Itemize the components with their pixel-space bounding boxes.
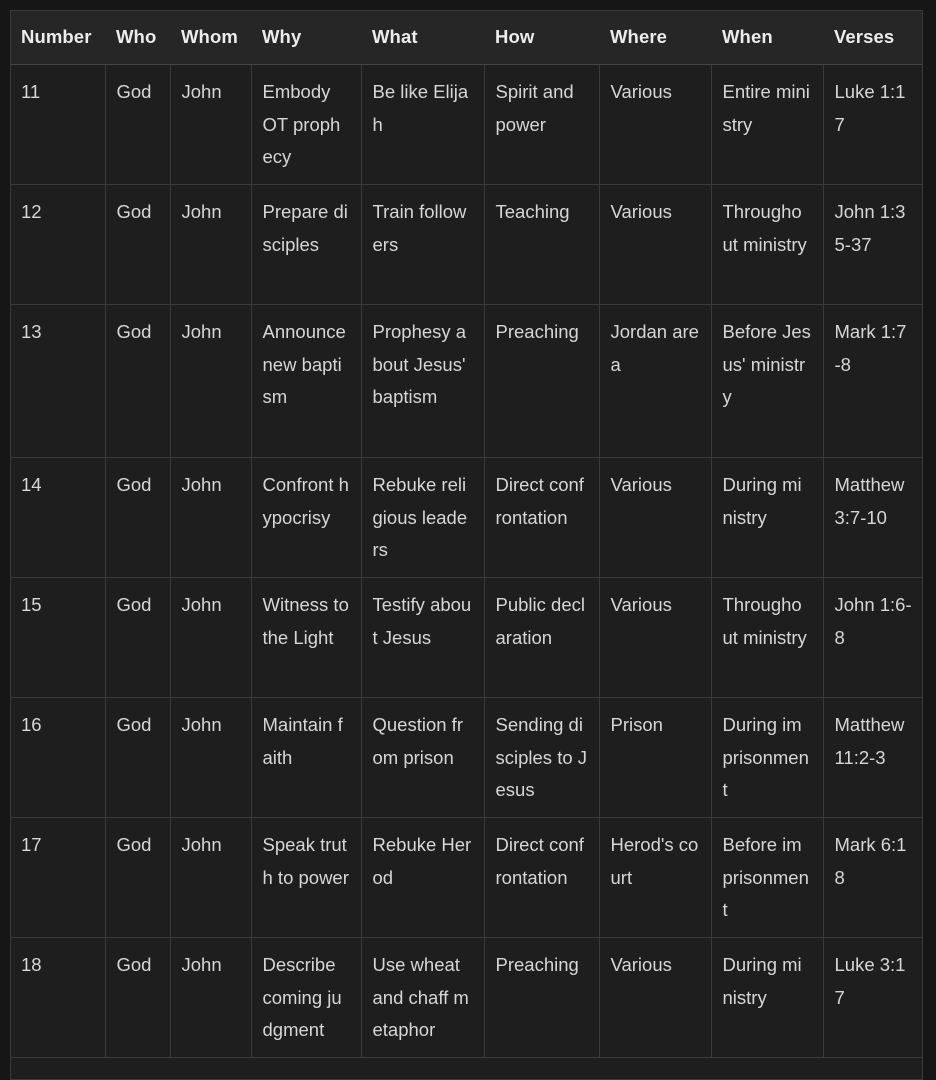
cell-text: Mark 1:7-8	[834, 321, 907, 375]
cell-who	[105, 818, 170, 938]
cell-where	[599, 65, 711, 185]
cell-text: Prophesy about Jesus' baptism	[372, 321, 467, 408]
cell-where	[599, 578, 711, 698]
cell-whom	[170, 698, 251, 818]
table-row	[10, 938, 923, 1058]
cell-whom	[170, 458, 251, 578]
table-row	[10, 458, 923, 578]
cell-text: God	[116, 474, 152, 495]
cell-where	[599, 185, 711, 305]
cell-text: John 1:35-37	[834, 201, 906, 255]
cell-text: God	[116, 954, 152, 975]
cell-why	[251, 458, 361, 578]
cell-text: John 1:6-8	[834, 594, 912, 648]
cell-text: 18	[21, 954, 42, 975]
column-header-whom: Whom	[170, 10, 251, 65]
cell-why	[251, 578, 361, 698]
cell-text: 13	[21, 321, 42, 342]
column-header-when: When	[711, 10, 823, 65]
cell-text: Spirit and power	[495, 81, 574, 135]
cell-text: Witness to the Light	[262, 594, 349, 648]
cell-how	[484, 185, 599, 305]
cell-text: Question from prison	[372, 714, 463, 768]
cell-text: Herod's court	[610, 834, 699, 888]
cell-where	[599, 938, 711, 1058]
cell-text: Announce new baptism	[262, 321, 346, 408]
cell-whom	[170, 305, 251, 458]
cell-verses	[823, 65, 923, 185]
cell-text: John	[181, 474, 222, 495]
cell-text: John	[181, 201, 222, 222]
cell-whom	[170, 818, 251, 938]
cell-when	[711, 818, 823, 938]
column-header-who: Who	[105, 10, 170, 65]
cell-who	[105, 938, 170, 1058]
cell-how	[484, 65, 599, 185]
cell-what	[361, 458, 484, 578]
cell-text: Before Jesus' ministry	[722, 321, 811, 408]
column-header-verses: Verses	[823, 10, 923, 65]
cell-why	[251, 305, 361, 458]
cell-text: Various	[610, 954, 672, 975]
column-header-number: Number	[10, 10, 105, 65]
cell-text: John	[181, 81, 222, 102]
cell-verses	[823, 818, 923, 938]
cell-verses	[823, 185, 923, 305]
cell-text: Direct confrontation	[495, 474, 584, 528]
cell-when	[711, 698, 823, 818]
column-header-how: How	[484, 10, 599, 65]
cell-text: 16	[21, 714, 42, 735]
cell-text: Speak truth to power	[262, 834, 349, 888]
cell-text: God	[116, 321, 152, 342]
cell-whom	[170, 65, 251, 185]
column-header-where: Where	[599, 10, 711, 65]
cell-text: John	[181, 714, 222, 735]
cell-when	[711, 458, 823, 578]
cell-what	[361, 578, 484, 698]
cell-how	[484, 698, 599, 818]
cell-number	[10, 698, 105, 818]
column-header-why: Why	[251, 10, 361, 65]
cell-when	[711, 938, 823, 1058]
cell-what	[361, 185, 484, 305]
cell-number	[10, 818, 105, 938]
cell-what	[361, 305, 484, 458]
cell-what	[361, 65, 484, 185]
cell-text: Throughout ministry	[722, 594, 807, 648]
cell-text: Embody OT prophecy	[262, 81, 341, 168]
cell-what	[361, 698, 484, 818]
cell-how	[484, 458, 599, 578]
cell-text: Teaching	[495, 201, 570, 222]
cell-text: Rebuke Herod	[372, 834, 472, 888]
table-container	[10, 10, 923, 1080]
cell-text: Luke 3:17	[834, 954, 906, 1008]
cell-how	[484, 305, 599, 458]
table-row	[10, 305, 923, 458]
cell-verses	[823, 458, 923, 578]
cell-text: Various	[610, 201, 672, 222]
table-row	[10, 185, 923, 305]
cell-text: Throughout ministry	[722, 201, 807, 255]
cell-text: Confront hypocrisy	[262, 474, 349, 528]
column-header-what: What	[361, 10, 484, 65]
cell-text: Train followers	[372, 201, 467, 255]
cell-text: 15	[21, 594, 42, 615]
cell-number	[10, 938, 105, 1058]
table-row	[10, 818, 923, 938]
cell-text: Maintain faith	[262, 714, 343, 768]
cell-how	[484, 578, 599, 698]
table-body	[10, 65, 923, 1058]
cell-when	[711, 185, 823, 305]
cell-who	[105, 185, 170, 305]
cell-text: 12	[21, 201, 42, 222]
cell-when	[711, 578, 823, 698]
cell-text: Various	[610, 81, 672, 102]
cell-number	[10, 185, 105, 305]
cell-text: Jordan area	[610, 321, 699, 375]
cell-number	[10, 458, 105, 578]
cell-number	[10, 65, 105, 185]
cell-text: Various	[610, 594, 672, 615]
cell-who	[105, 65, 170, 185]
cell-verses	[823, 698, 923, 818]
cell-why	[251, 185, 361, 305]
cell-who	[105, 578, 170, 698]
cell-text: During ministry	[722, 954, 802, 1008]
cell-text: During imprisonment	[722, 714, 809, 801]
cell-whom	[170, 938, 251, 1058]
cell-text: Describe coming judgment	[262, 954, 342, 1041]
cell-number	[10, 305, 105, 458]
cell-text: Before imprisonment	[722, 834, 809, 921]
cell-what	[361, 818, 484, 938]
cell-text: 17	[21, 834, 42, 855]
cell-text: Prepare disciples	[262, 201, 348, 255]
cell-text: During ministry	[722, 474, 802, 528]
cell-text: Be like Elijah	[372, 81, 469, 135]
cell-verses	[823, 938, 923, 1058]
cell-text: Testify about Jesus	[372, 594, 472, 648]
cell-text: Various	[610, 474, 672, 495]
cell-text: Preaching	[495, 954, 579, 975]
cell-verses	[823, 305, 923, 458]
cell-text: Public declaration	[495, 594, 585, 648]
cell-where	[599, 818, 711, 938]
table-row	[10, 698, 923, 818]
cell-who	[105, 698, 170, 818]
cell-text: Preaching	[495, 321, 579, 342]
cell-text: Entire ministry	[722, 81, 810, 135]
cell-text: Luke 1:17	[834, 81, 906, 135]
cell-text: Matthew 11:2-3	[834, 714, 905, 768]
cell-verses	[823, 578, 923, 698]
table-row	[10, 578, 923, 698]
cell-whom	[170, 578, 251, 698]
cell-text: Use wheat and chaff metaphor	[372, 954, 469, 1041]
cell-text: Matthew 3:7-10	[834, 474, 905, 528]
data-table	[10, 10, 923, 1058]
cell-text: Rebuke religious leaders	[372, 474, 468, 561]
cell-text: Prison	[610, 714, 663, 735]
cell-text: God	[116, 594, 152, 615]
cell-when	[711, 65, 823, 185]
cell-where	[599, 305, 711, 458]
cell-text: John	[181, 954, 222, 975]
cell-what	[361, 938, 484, 1058]
cell-text: Direct confrontation	[495, 834, 584, 888]
cell-who	[105, 305, 170, 458]
cell-text: God	[116, 201, 152, 222]
cell-who	[105, 458, 170, 578]
cell-when	[711, 305, 823, 458]
cell-why	[251, 938, 361, 1058]
cell-text: Mark 6:18	[834, 834, 907, 888]
cell-text: John	[181, 321, 222, 342]
cell-text: God	[116, 714, 152, 735]
cell-text: John	[181, 594, 222, 615]
cell-how	[484, 818, 599, 938]
cell-why	[251, 698, 361, 818]
cell-text: John	[181, 834, 222, 855]
cell-text: 14	[21, 474, 42, 495]
table-row	[10, 65, 923, 185]
cell-text: Sending disciples to Jesus	[495, 714, 588, 801]
cell-text: God	[116, 834, 152, 855]
cell-number	[10, 578, 105, 698]
cell-why	[251, 818, 361, 938]
cell-why	[251, 65, 361, 185]
table-header-row	[10, 10, 923, 65]
cell-text: God	[116, 81, 152, 102]
cell-how	[484, 938, 599, 1058]
cell-text: 11	[21, 81, 41, 102]
cell-where	[599, 458, 711, 578]
cell-where	[599, 698, 711, 818]
cell-whom	[170, 185, 251, 305]
